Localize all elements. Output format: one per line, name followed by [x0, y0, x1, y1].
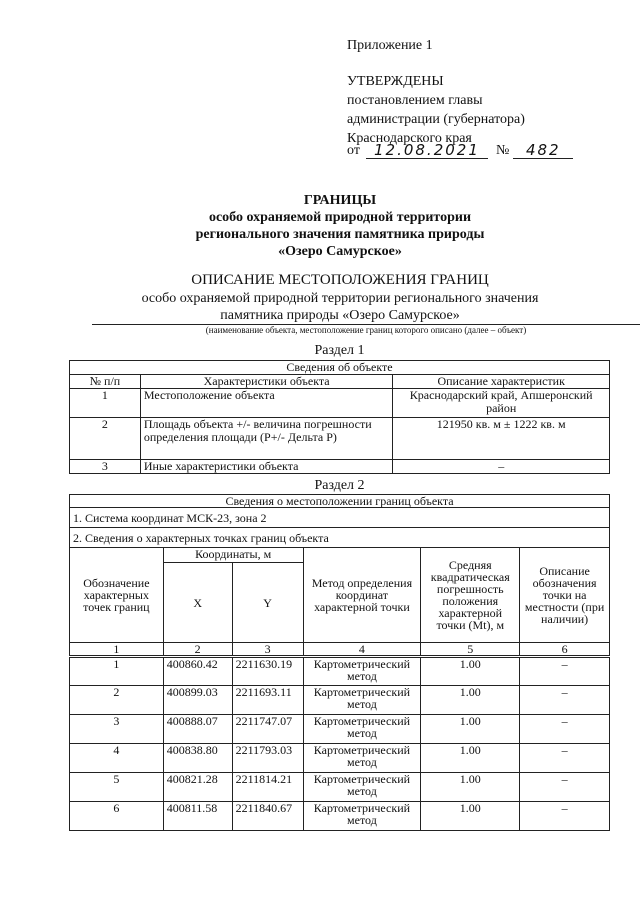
point-method: Картометрический метод [303, 657, 421, 686]
points-caption: 2. Сведения о характерных точках границ объекта [70, 528, 610, 548]
points-caption-row [70, 528, 610, 548]
point-accuracy: 1.00 [421, 657, 520, 686]
col-number: 2 [163, 643, 232, 657]
approval-line: Краснодарского края [347, 131, 472, 146]
point-x: 400821.28 [163, 773, 232, 802]
table-row [70, 686, 610, 715]
col-number: 3 [232, 643, 303, 657]
col-header-x: X [163, 563, 232, 643]
point-id: 4 [70, 744, 164, 773]
point-description: – [520, 773, 610, 802]
point-description: – [520, 744, 610, 773]
decree-date: 12.08.2021 [366, 142, 488, 159]
table-caption-row [70, 361, 610, 375]
point-accuracy: 1.00 [421, 802, 520, 831]
coordinate-system: 1. Система координат МСК-23, зона 2 [70, 508, 610, 528]
point-x: 400838.80 [163, 744, 232, 773]
row-number: 3 [70, 460, 141, 474]
row-description: Краснодарский край, Апшеронский район [393, 389, 610, 418]
col-header-coords: Координаты, м [163, 548, 303, 563]
row-description: – [393, 460, 610, 474]
col-number: 4 [303, 643, 421, 657]
title-line: «Озеро Самурское» [278, 244, 402, 259]
col-number: 1 [70, 643, 164, 657]
table-row [70, 715, 610, 744]
point-accuracy: 1.00 [421, 686, 520, 715]
section1-table [69, 360, 610, 474]
point-accuracy: 1.00 [421, 744, 520, 773]
row-characteristic: Иные характеристики объекта [140, 460, 393, 474]
appendix-label: Приложение 1 [347, 38, 433, 53]
row-number: 2 [70, 418, 141, 460]
point-method: Картометрический метод [303, 802, 421, 831]
point-y: 2211793.03 [232, 744, 303, 773]
section2-table [69, 494, 610, 831]
section1-label: Раздел 1 [314, 343, 365, 358]
decree-date-line [347, 142, 573, 159]
row-characteristic: Площадь объекта +/- величина погрешности определения площади (P+/- Дельта P) [140, 418, 393, 460]
title-line: ГРАНИЦЫ [303, 193, 377, 208]
point-method: Картометрический метод [303, 773, 421, 802]
table-caption-row [70, 495, 610, 508]
point-y: 2211747.07 [232, 715, 303, 744]
col-header-designation: Обозначение характерных точек границ [70, 548, 164, 643]
point-description: – [520, 657, 610, 686]
column-number-row [70, 643, 610, 657]
point-y: 2211840.67 [232, 802, 303, 831]
point-method: Картометрический метод [303, 686, 421, 715]
point-x: 400811.58 [163, 802, 232, 831]
title-line: регионального значения памятника природы [195, 227, 485, 242]
section1-caption: Сведения об объекте [70, 361, 610, 375]
table-row [70, 657, 610, 686]
row-number: 1 [70, 389, 141, 418]
table-row [70, 773, 610, 802]
document-title [120, 192, 560, 260]
approval-line: постановлением главы [347, 93, 483, 108]
col-header-accuracy: Средняя квадратическая погрешность положения характерной точки (Mt), м [421, 548, 520, 643]
point-id: 1 [70, 657, 164, 686]
point-id: 3 [70, 715, 164, 744]
table-header-row [70, 375, 610, 389]
point-accuracy: 1.00 [421, 773, 520, 802]
col-header-y: Y [232, 563, 303, 643]
point-method: Картометрический метод [303, 744, 421, 773]
col-header-method: Метод определения координат характерной точки [303, 548, 421, 643]
decree-number: 482 [513, 142, 573, 159]
table-header-row [70, 548, 610, 563]
section2-label: Раздел 2 [314, 478, 365, 493]
approval-line: администрации (губернатора) [347, 112, 525, 127]
point-method: Картометрический метод [303, 715, 421, 744]
point-id: 6 [70, 802, 164, 831]
title-line: особо охраняемой природной территории [208, 210, 472, 225]
description-note: (наименование объекта, местоположение границ которого описано (далее – объект) [205, 325, 527, 335]
subtitle-line: особо охраняемой природной территории регионального значения [141, 291, 539, 306]
col-number: 5 [421, 643, 520, 657]
point-y: 2211630.19 [232, 657, 303, 686]
point-accuracy: 1.00 [421, 715, 520, 744]
point-y: 2211814.21 [232, 773, 303, 802]
number-sign: № [495, 143, 510, 158]
table-row [70, 744, 610, 773]
point-id: 2 [70, 686, 164, 715]
table-row [70, 460, 610, 474]
approval-block [347, 72, 525, 148]
description-title: ОПИСАНИЕ МЕСТОПОЛОЖЕНИЯ ГРАНИЦ [191, 272, 489, 288]
table-row [70, 389, 610, 418]
col-header-description: Описание обозначения точки на местности (при наличии) [520, 548, 610, 643]
date-prefix: от [347, 143, 360, 158]
table-row [70, 418, 610, 460]
subtitle-line: памятника природы «Озеро Самурское» [220, 308, 460, 323]
point-id: 5 [70, 773, 164, 802]
point-description: – [520, 715, 610, 744]
point-x: 400888.07 [163, 715, 232, 744]
row-description: 121950 кв. м ± 1222 кв. м [393, 418, 610, 460]
point-description: – [520, 802, 610, 831]
description-subtitle [90, 290, 590, 324]
row-characteristic: Местоположение объекта [140, 389, 393, 418]
col-number: 6 [520, 643, 610, 657]
col-header: № п/п [70, 375, 141, 389]
col-header: Описание характеристик [393, 375, 610, 389]
col-header: Характеристики объекта [140, 375, 393, 389]
point-x: 400860.42 [163, 657, 232, 686]
point-x: 400899.03 [163, 686, 232, 715]
point-description: – [520, 686, 610, 715]
section2-caption: Сведения о местоположении границ объекта [70, 495, 610, 508]
point-y: 2211693.11 [232, 686, 303, 715]
table-row [70, 802, 610, 831]
approval-line: УТВЕРЖДЕНЫ [347, 74, 444, 89]
coordinate-system-row [70, 508, 610, 528]
